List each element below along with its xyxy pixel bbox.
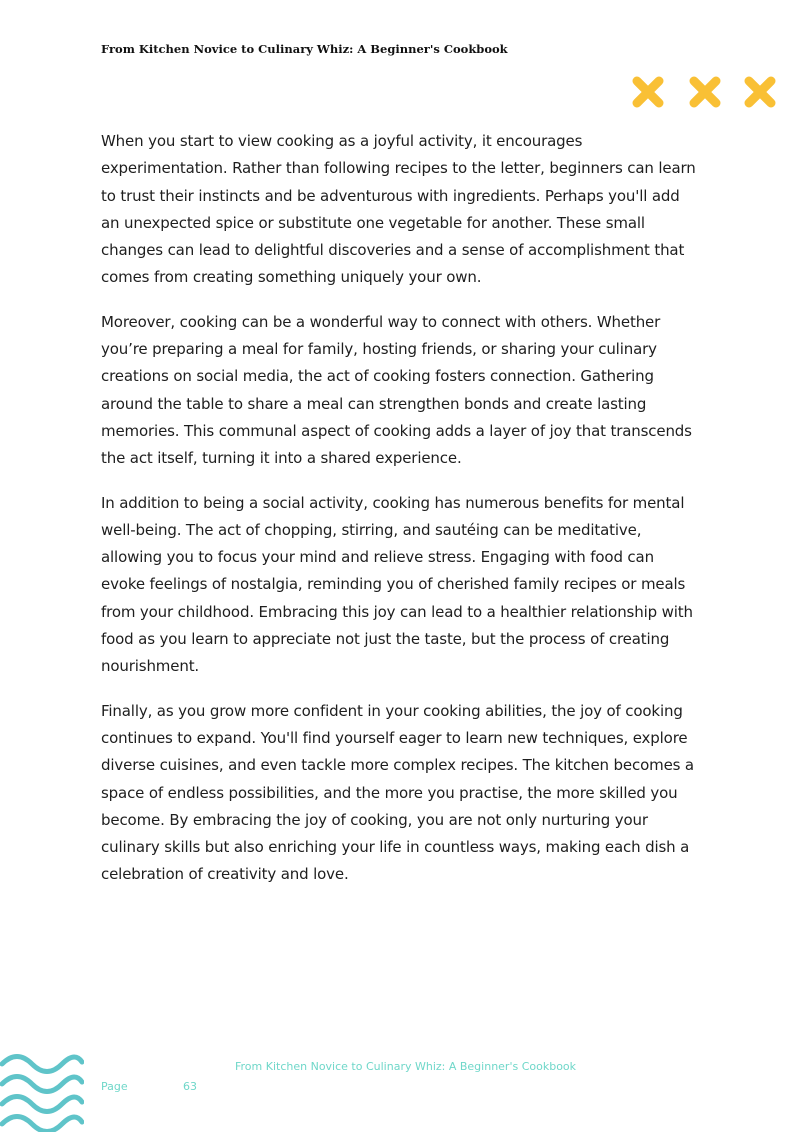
- page-number: 63: [183, 1080, 197, 1093]
- running-header-title: From Kitchen Novice to Culinary Whiz: A Beginner's Cookbook: [101, 42, 508, 56]
- x-mark-icon: [742, 74, 778, 110]
- page-label: Page: [101, 1080, 128, 1093]
- paragraph: When you start to view cooking as a joyful activity, it encourages experimentation. Rather than following recipes to the letter, beginners can learn to trust their instincts and be adventurous with ingredients. Perhaps you'll add an unexpected spice or substitute one vegetable for another. These small changes can lead to delightful discoveries and a sense of accomplishment that comes from creating something uniquely your own.: [101, 132, 696, 287]
- paragraph: Finally, as you grow more confident in your cooking abilities, the joy of cooking continues to expand. You'll find yourself eager to learn new techniques, explore diverse cuisines, and even tackle more complex recipes. The kitchen becomes a space of endless possibilities, and the more you practise, the more skilled you become. By embracing the joy of cooking, you are not only nurturing your culinary skills but also enriching your life in countless ways, making each dish a celebration of creativity and love.: [101, 701, 694, 884]
- body-text: [101, 128, 701, 906]
- x-mark-icon: [687, 74, 723, 110]
- wave-icon: [0, 1052, 84, 1132]
- paragraph: Moreover, cooking can be a wonderful way to connect with others. Whether you’re preparing a meal for family, hosting friends, or sharing your culinary creations on social media, the act of cooking fosters connection. Gathering around the table to share a meal can strengthen bonds and create lasting memories. This communal aspect of cooking adds a layer of joy that transcends the act itself, turning it into a shared experience.: [101, 312, 692, 468]
- footer-title: From Kitchen Novice to Culinary Whiz: A Beginner's Cookbook: [235, 1060, 577, 1073]
- x-marks-decoration: [630, 74, 780, 110]
- paragraph: In addition to being a social activity, cooking has numerous benefits for mental well-being. The act of chopping, stirring, and sautéing can be meditative, allowing you to focus your mind and relieve stress. Engaging with food can evoke feelings of nostalgia, reminding you of cherished family recipes or meals from your childhood. Embracing this joy can lead to a healthier relationship with food as you learn to appreciate not just the taste, but the process of creating nourishment.: [101, 493, 693, 676]
- x-mark-icon: [630, 74, 666, 110]
